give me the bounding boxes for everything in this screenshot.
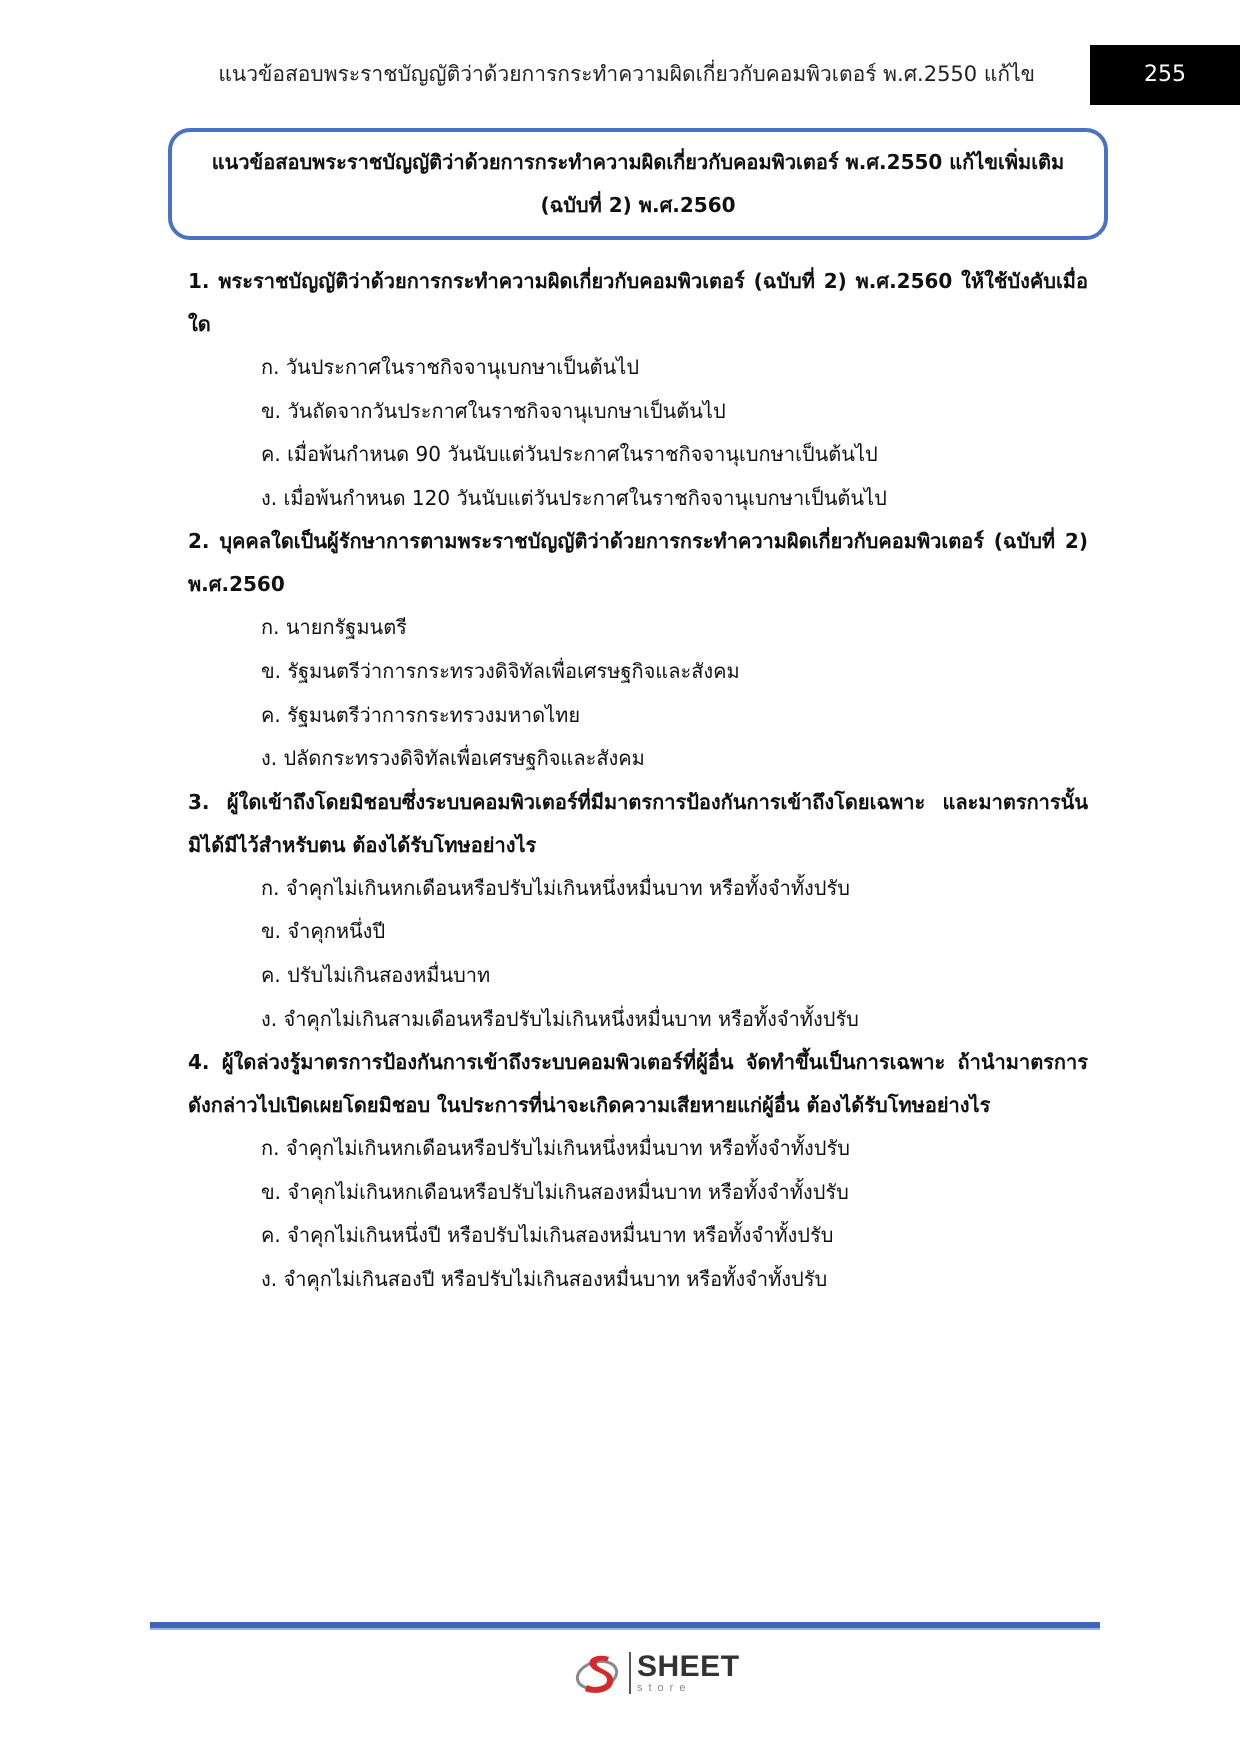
running-header: แนวข้อสอบพระราชบัญญัติว่าด้วยการกระทำความผิดเกี่ยวกับคอมพิวเตอร์ พ.ศ.2550 แก้ไข (218, 62, 1035, 86)
question-list (188, 260, 1088, 1302)
footer-rule (150, 1622, 1100, 1630)
logo-main-text: SHEET (637, 1650, 740, 1683)
choice-option: ก. จำคุกไม่เกินหกเดือนหรือปรับไม่เกินหนึ่งหมื่นบาท หรือทั้งจำทั้งปรับ (261, 875, 850, 900)
choice-option: ข. จำคุกหนึ่งปี (261, 919, 386, 944)
choice-option: ง. ปลัดกระทรวงดิจิทัลเพื่อเศรษฐกิจและสังคม (261, 746, 645, 771)
page-number: 255 (1090, 45, 1240, 105)
choice-option: ค. รัฐมนตรีว่าการกระทรวงมหาดไทย (261, 702, 581, 727)
choice-option: ข. รัฐมนตรีว่าการกระทรวงดิจิทัลเพื่อเศรษฐกิจและสังคม (261, 658, 740, 683)
choice-option: ง. จำคุกไม่เกินสามเดือนหรือปรับไม่เกินหนึ่งหมื่นบาท หรือทั้งจำทั้งปรับ (261, 1006, 859, 1031)
title-line-1: แนวข้อสอบพระราชบัญญัติว่าด้วยการกระทำความผิดเกี่ยวกับคอมพิวเตอร์ พ.ศ.2550 แก้ไขเพิ่มเติม (211, 150, 1065, 174)
title-box (168, 128, 1108, 240)
choice-option: ค. ปรับไม่เกินสองหมื่นบาท (261, 962, 491, 987)
question-text: 1. พระราชบัญญัติว่าด้วยการกระทำความผิดเกี่ยวกับคอมพิวเตอร์ (ฉบับที่ 2) พ.ศ.2560 ให้ใช้บังคับเมื่อใด (188, 269, 1088, 336)
question-block (188, 520, 1088, 780)
choice-option: ก. นายกรัฐมนตรี (261, 615, 407, 640)
choice-option: ข. จำคุกไม่เกินหกเดือนหรือปรับไม่เกินสองหมื่นบาท หรือทั้งจำทั้งปรับ (261, 1179, 849, 1204)
choice-option: ง. จำคุกไม่เกินสองปี หรือปรับไม่เกินสองหมื่นบาท หรือทั้งจำทั้งปรับ (261, 1266, 828, 1291)
choice-option: ก. จำคุกไม่เกินหกเดือนหรือปรับไม่เกินหนึ่งหมื่นบาท หรือทั้งจำทั้งปรับ (261, 1136, 850, 1161)
title-line-2: (ฉบับที่ 2) พ.ศ.2560 (540, 193, 736, 217)
question-text: 2. บุคคลใดเป็นผู้รักษาการตามพระราชบัญญัติว่าด้วยการกระทำความผิดเกี่ยวกับคอมพิวเตอร์ (ฉบับที่ 2) พ.ศ.2560 (188, 529, 1088, 597)
choice-option: ค. เมื่อพ้นกำหนด 90 วันนับแต่วันประกาศในราชกิจจานุเบกษาเป็นต้นไป (261, 442, 878, 467)
sheet-store-s-logo-icon (575, 1649, 623, 1697)
choice-option: ง. เมื่อพ้นกำหนด 120 วันนับแต่วันประกาศในราชกิจจานุเบกษาเป็นต้นไป (261, 485, 887, 510)
choice-option: ก. วันประกาศในราชกิจจานุเบกษาเป็นต้นไป (261, 355, 640, 379)
logo-divider (629, 1652, 631, 1694)
choice-option: ค. จำคุกไม่เกินหนึ่งปี หรือปรับไม่เกินสองหมื่นบาท หรือทั้งจำทั้งปรับ (261, 1223, 834, 1248)
logo-sub-text: store (637, 1682, 692, 1694)
question-text: 4. ผู้ใดล่วงรู้มาตรการป้องกันการเข้าถึงระบบคอมพิวเตอร์ที่ผู้อื่น จัดทำขึ้นเป็นการเฉพาะ ถ้านำมาตรการดังกล่าวไปเปิดเผยโดยมิชอบ ในประการที่น่าจะเกิดความเสียหายแก่ผู้อื่น ต้องได้รับโทษอย่างไร (188, 1050, 1088, 1118)
sheet-store-logo (575, 1647, 740, 1699)
question-block (188, 781, 1088, 1041)
logo-wordmark (637, 1652, 740, 1694)
question-block (188, 260, 1088, 520)
choice-option: ข. วันถัดจากวันประกาศในราชกิจจานุเบกษาเป็นต้นไป (261, 398, 726, 423)
question-block (188, 1041, 1088, 1301)
question-text: 3. ผู้ใดเข้าถึงโดยมิชอบซึ่งระบบคอมพิวเตอร์ที่มีมาตรการป้องกันการเข้าถึงโดยเฉพาะ และมาตรการนั้นมิได้มีไว้สำหรับตน ต้องได้รับโทษอย่างไร (188, 789, 1088, 857)
